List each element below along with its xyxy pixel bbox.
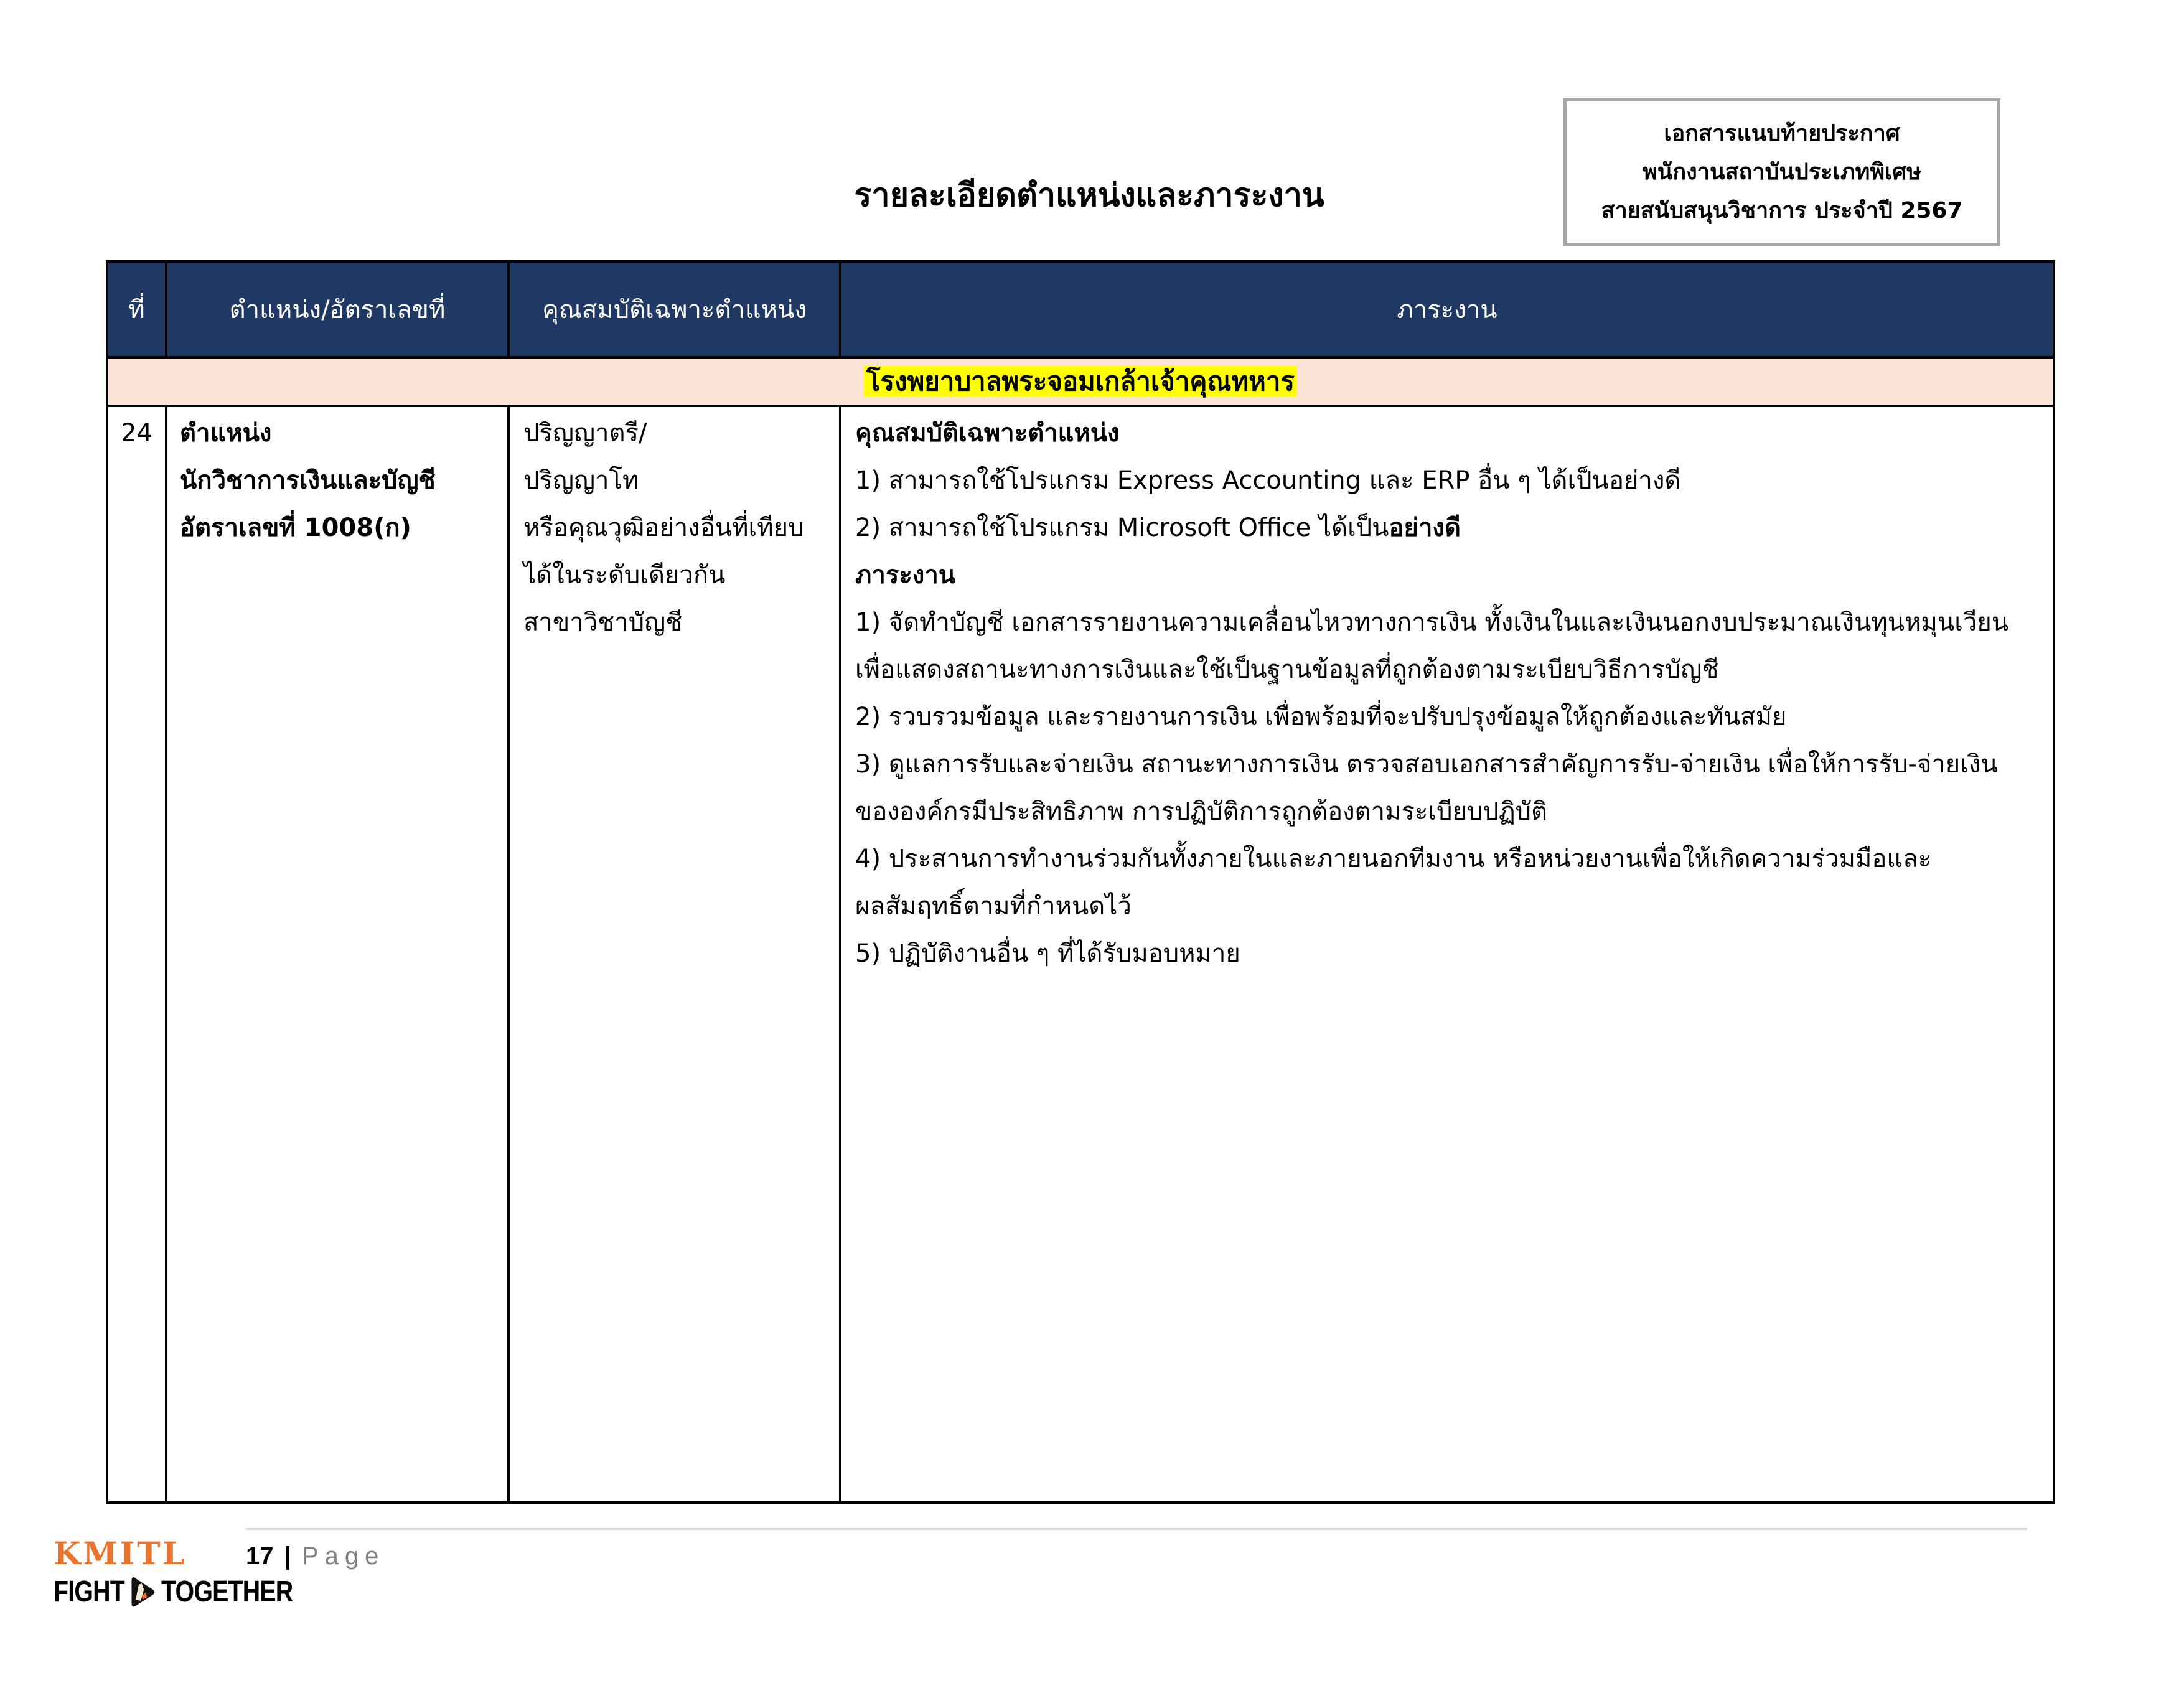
page-number-separator: |	[284, 1542, 291, 1570]
header-qualification: คุณสมบัติเฉพาะตำแหน่ง	[509, 261, 840, 357]
logo-kmitl-text: KMITL	[54, 1535, 187, 1572]
page-word: Page	[301, 1542, 385, 1570]
duties-work-line: 5) ปฏิบัติงานอื่น ๆ ที่ได้รับมอบหมาย	[855, 939, 1240, 968]
header-position: ตำแหน่ง/อัตราเลขที่	[166, 261, 509, 357]
section-title: โรงพยาบาลพระจอมเกล้าเจ้าคุณทหาร	[864, 366, 1297, 396]
qualification-line: ปริญญาตรี/	[523, 419, 647, 448]
qualification-line: ปริญญาโท	[523, 466, 639, 495]
qualification-cell	[509, 406, 840, 1503]
header-no: ที่	[107, 261, 166, 357]
duties-work-line: 3) ดูแลการรับและจ่ายเงิน สถานะทางการเงิน ตรวจสอบเอกสารสำคัญการรับ-จ่ายเงิน เพื่อให้การรับ-จ่ายเงิน	[855, 750, 1998, 779]
page-number	[246, 1537, 385, 1575]
page-title: รายละเอียดตำแหน่งและภาระงาน	[854, 177, 1324, 214]
logo-together-text: TOGETHER	[161, 1575, 293, 1608]
section-row	[107, 357, 2054, 406]
duties-qual-item-text: 2) สามารถใช้โปรแกรม Microsoft Office ได้เป็น	[855, 513, 1389, 542]
attachment-line-3: สายสนับสนุนวิชาการ ประจำปี 2567	[1601, 198, 1963, 223]
position-details-table	[106, 260, 2055, 1504]
hand-badge-icon	[129, 1575, 156, 1610]
attachment-notice-box	[1563, 98, 2000, 246]
duties-cell	[840, 406, 2054, 1503]
position-title: นักวิชาการเงินและบัญชี	[180, 466, 436, 495]
duties-work-line: 2) รวบรวมข้อมูล และรายงานการเงิน เพื่อพร้อมที่จะปรับปรุงข้อมูลให้ถูกต้องและทันสมัย	[855, 703, 1787, 731]
qualification-line: ได้ในระดับเดียวกัน	[523, 561, 726, 589]
page-number-value: 17	[246, 1542, 274, 1570]
duties-work-line: 1) จัดทำบัญชี เอกสารรายงานความเคลื่อนไหวทางการเงิน ทั้งเงินในและเงินนอกงบประมาณเงินทุนหมุนเวียน	[855, 608, 2009, 637]
duties-work-line: 4) ประสานการทำงานร่วมกันทั้งภายในและภายนอกทีมงาน หรือหน่วยงานเพื่อให้เกิดความร่วมมือและ	[855, 845, 1932, 873]
duties-work-heading: ภาระงาน	[855, 561, 956, 589]
duties-work-line: ขององค์กรมีประสิทธิภาพ การปฏิบัติการถูกต้องตามระเบียบปฏิบัติ	[855, 797, 1547, 826]
duties-qual-item	[855, 504, 2040, 551]
duties-qual-item-bold: อย่างดี	[1389, 513, 1461, 542]
duties-qual-heading: คุณสมบัติเฉพาะตำแหน่ง	[855, 419, 1120, 448]
qualification-line: สาขาวิชาบัญชี	[523, 608, 683, 637]
duties-work-line: ผลสัมฤทธิ์ตามที่กำหนดไว้	[855, 892, 1132, 921]
attachment-line-2: พนักงานสถาบันประเภทพิเศษ	[1643, 159, 1921, 185]
footer-divider	[246, 1528, 2027, 1530]
position-cell	[166, 406, 509, 1503]
logo-slogan	[54, 1575, 293, 1610]
qualification-line: หรือคุณวุฒิอย่างอื่นที่เทียบ	[523, 513, 804, 542]
duties-work-line: เพื่อแสดงสถานะทางการเงินและใช้เป็นฐานข้อมูลที่ถูกต้องตามระเบียบวิธีการบัญชี	[855, 655, 1719, 684]
row-number: 24	[107, 406, 166, 1503]
logo-fight-text: FIGHT	[54, 1575, 124, 1608]
position-label: ตำแหน่ง	[180, 419, 272, 448]
header-duties: ภาระงาน	[840, 261, 2054, 357]
table-row	[107, 406, 2054, 1503]
position-rate-number: อัตราเลขที่ 1008(ก)	[180, 513, 411, 542]
table-header-row	[107, 261, 2054, 357]
attachment-line-1: เอกสารแนบท้ายประกาศ	[1664, 121, 1900, 146]
duties-qual-item: 1) สามารถใช้โปรแกรม Express Accounting และ ERP อื่น ๆ ได้เป็นอย่างดี	[855, 466, 1681, 495]
section-cell	[107, 357, 2054, 406]
